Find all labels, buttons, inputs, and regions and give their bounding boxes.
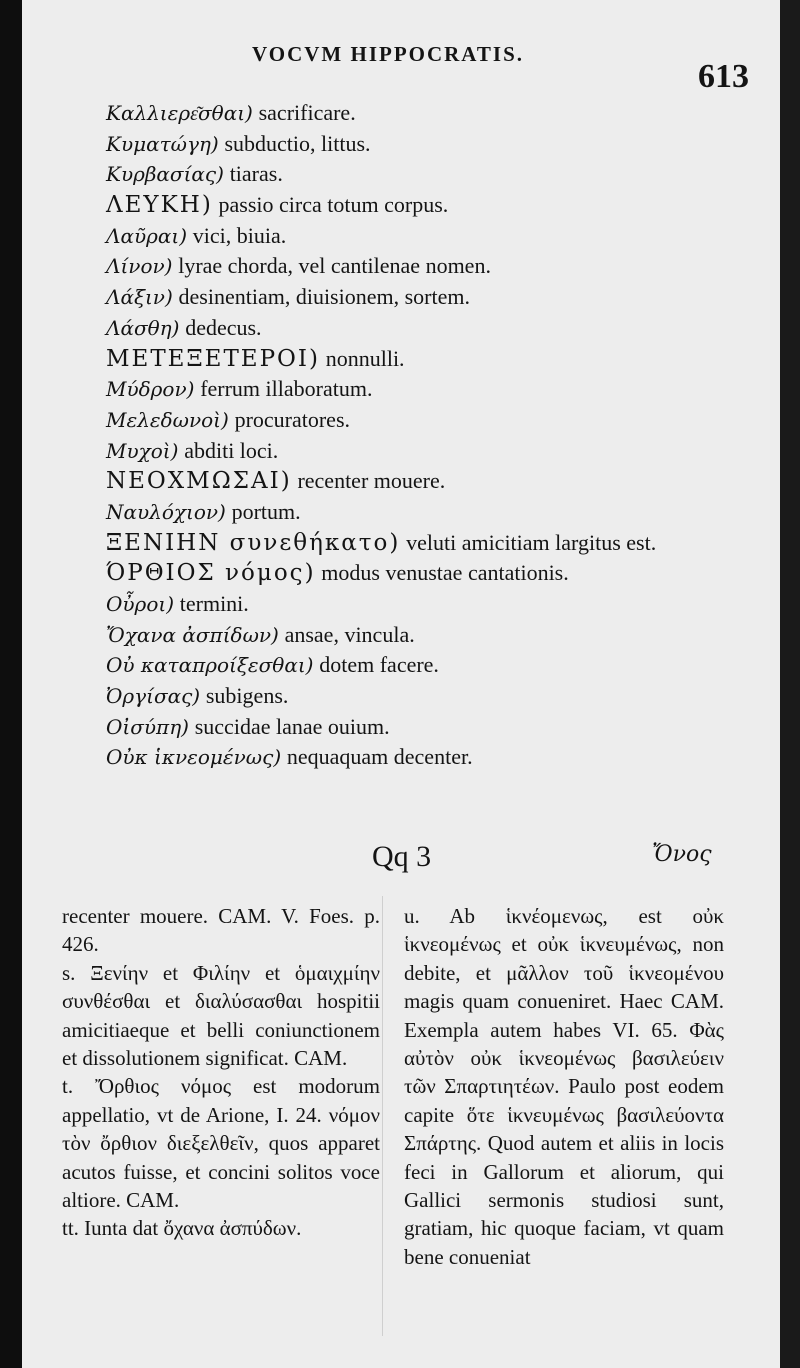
greek-term: Λάσθη): [106, 315, 180, 340]
glossary-entry: [106, 374, 786, 405]
greek-term: Μυχοὶ): [106, 438, 179, 463]
latin-gloss: tiaras.: [229, 161, 283, 187]
footnote: tt. Iunta dat ὄχανα ἀσπύδων.: [62, 1216, 302, 1241]
latin-gloss: nonnulli.: [325, 345, 405, 371]
glossary-entry: [106, 313, 786, 344]
glossary-list: [106, 98, 786, 773]
greek-term: ΜΕΤΕΞΕΤΕΡΟΙ): [106, 345, 320, 372]
column-divider: [382, 896, 383, 1336]
footnotes-right-column: [404, 902, 724, 1271]
signature-mark: Qq 3: [372, 840, 432, 873]
glossary-entry: [106, 251, 786, 282]
footnotes-left-column: [62, 902, 380, 1243]
catchword: Ὄνος: [652, 842, 712, 867]
glossary-entry: [106, 159, 786, 190]
greek-term: Μύδρον): [106, 377, 195, 402]
glossary-entry: [106, 221, 786, 252]
footnote: u. Ab ἱκνέομενως, est οὐκ ἱκνεομένως et οὐκ ἱκνευμένως, non debite, et μᾶλλον τοῦ ἱκνεομένου magis quam conueniret. Haec CAM. Exempla autem habes VI. 65. Φὰς αὐτὸν οὐκ ἱκνεομένως βασιλεύειν τῶν Σπαρτιητέων. Paulo post eodem capite ὅτε ἱκνευμένως βασιλεύοντα Σπάρτης. Quod autem et aliis in locis feci in Gallorum et aliorum, qui Gallici sermonis studiosi sunt, gratiam, hic quoque faciam, vt quam bene conueniat: [404, 904, 724, 1269]
glossary-entry: [106, 129, 786, 160]
latin-gloss: abditi loci.: [184, 437, 279, 463]
latin-gloss: subductio, littus.: [224, 130, 371, 156]
glossary-entry: [106, 712, 786, 743]
greek-term: Λαῦραι): [106, 223, 188, 248]
greek-term: Μελεδωνοὶ): [106, 407, 229, 432]
latin-gloss: passio circa totum corpus.: [218, 192, 449, 218]
glossary-entry: [106, 190, 786, 221]
glossary-entry: [106, 681, 786, 712]
glossary-entry: [106, 344, 786, 375]
glossary-entry: [106, 589, 786, 620]
greek-term: Λάξιν): [106, 285, 173, 310]
page-number: 613: [698, 58, 749, 95]
glossary-entry: [106, 466, 786, 497]
book-page: [22, 0, 780, 1368]
footnote: s. Ξενίην et Φιλίην et ὁμαιχμίην συνθέσθαι et διαλύσασθαι hospitii amicitiaeque et belli coniunctionem et dissolutionem significat. CAM.: [62, 960, 380, 1071]
latin-gloss: recenter mouere.: [297, 468, 446, 494]
glossary-entry: [106, 405, 786, 436]
glossary-entry: [106, 528, 786, 559]
latin-gloss: modus venustae cantationis.: [321, 560, 569, 586]
latin-gloss: desinentiam, diuisionem, sortem.: [178, 284, 470, 310]
running-title: VOCVM HIPPOCRATIS.: [252, 42, 525, 66]
greek-term: Ὀργίσας): [106, 684, 201, 709]
page-edge-shadow: [0, 0, 22, 1368]
greek-term: Λίνον): [106, 254, 173, 279]
greek-term: Οὐ καταπροίξεσθαι): [106, 653, 314, 678]
latin-gloss: sacrificare.: [258, 100, 356, 125]
glossary-entry: [106, 98, 786, 129]
glossary-entry: [106, 497, 786, 528]
greek-term: ΌΡΘΙΟΣ νόμος): [106, 560, 316, 587]
latin-gloss: lyrae chorda, vel cantilenae nomen.: [178, 253, 491, 279]
latin-gloss: termini.: [179, 591, 249, 616]
greek-term: Οὐκ ἱκνεομένως): [106, 745, 282, 770]
latin-gloss: succidae lanae ouium.: [194, 713, 390, 739]
greek-term: ΝΕΟΧΜΩΣΑΙ): [106, 468, 292, 495]
latin-gloss: dedecus.: [185, 314, 262, 340]
greek-term: Κυματώγη): [106, 131, 219, 156]
latin-gloss: procuratores.: [234, 406, 351, 432]
glossary-entry: [106, 742, 786, 773]
greek-term: Κυρβασίας): [106, 162, 224, 187]
glossary-entry: [106, 558, 786, 589]
latin-gloss: ansae, vincula.: [284, 621, 415, 647]
greek-term: Καλλιερε͂σθαι): [106, 101, 253, 125]
footnote: recenter mouere. CAM. V. Foes. p. 426.: [62, 904, 380, 957]
glossary-entry: [106, 282, 786, 313]
latin-gloss: nequaquam decenter.: [286, 744, 473, 770]
greek-term: Οἰσύπη): [106, 714, 189, 739]
latin-gloss: veluti amicitiam largitus est.: [406, 529, 657, 555]
glossary-entry: [106, 650, 786, 681]
greek-term: Ὄχανα ἀσπίδων): [106, 622, 279, 647]
greek-term: ΞΕΝΙΗΝ συνεθήκατο): [106, 529, 401, 556]
latin-gloss: dotem facere.: [319, 652, 439, 678]
latin-gloss: vici, biuia.: [192, 222, 287, 248]
greek-term: Ναυλόχιον): [106, 499, 226, 524]
latin-gloss: ferrum illaboratum.: [200, 376, 373, 402]
greek-term: ΛΕΥΚΗ): [106, 192, 213, 219]
latin-gloss: subigens.: [205, 683, 289, 709]
latin-gloss: portum.: [231, 498, 301, 524]
greek-term: Οὖροι): [106, 592, 174, 616]
footnote: t. Ὄρθιος νόμος est modorum appellatio, vt de Arione, I. 24. νόμον τὸν ὄρθιον διεξελθεῖν, quos apparet acutos fuisse, et concini solitos voce altiore. CAM.: [62, 1074, 380, 1213]
glossary-entry: [106, 436, 786, 467]
glossary-entry: [106, 620, 786, 651]
